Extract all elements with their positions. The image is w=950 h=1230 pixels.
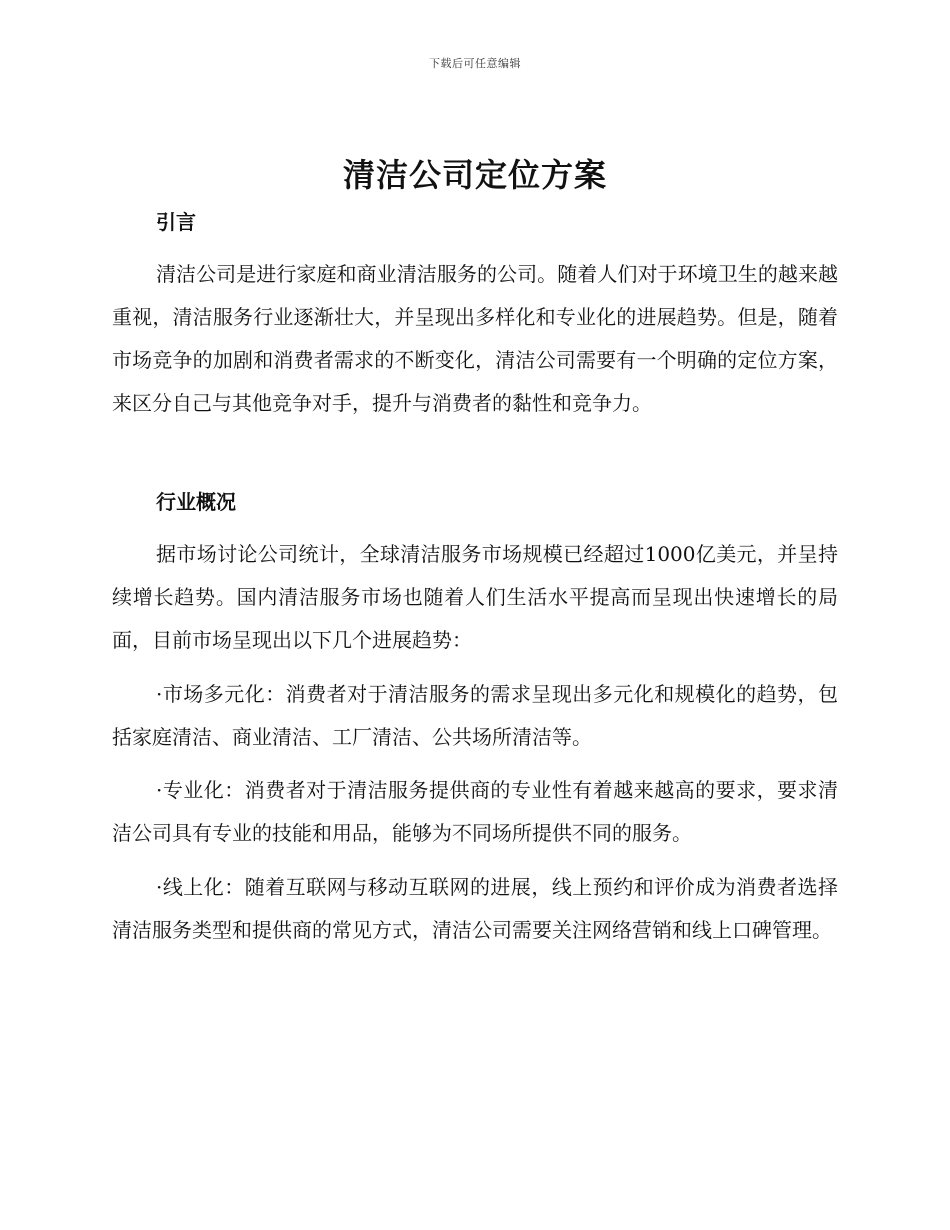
section-heading-intro: 引言 bbox=[156, 210, 196, 234]
bullet-paragraph-specialization: ·专业化：消费者对于清洁服务提供商的专业性有着越来越高的要求，要求清洁公司具有专业的技能和用品，能够为不同场所提供不同的服务。 bbox=[112, 778, 838, 845]
header-note: 下载后可任意编辑 bbox=[429, 57, 521, 70]
bullet-paragraph-diversification: ·市场多元化：消费者对于清洁服务的需求呈现出多元化和规模化的趋势，包括家庭清洁、商业清洁、工厂清洁、公共场所清洁等。 bbox=[112, 682, 838, 749]
intro-paragraph: 清洁公司是进行家庭和商业清洁服务的公司。随着人们对于环境卫生的越来越重视，清洁服务行业逐渐壮大，并呈现出多样化和专业化的进展趋势。但是，随着市场竞争的加剧和消费者需求的不断变化，清洁公司需要有一个明确的定位方案，来区分自己与其他竞争对手，提升与消费者的黏性和竞争力。 bbox=[112, 262, 838, 415]
industry-paragraph: 据市场讨论公司统计，全球清洁服务市场规模已经超过1000亿美元，并呈持续增长趋势。国内清洁服务市场也随着人们生活水平提高而呈现出快速增长的局面，目前市场呈现出以下几个进展趋势： bbox=[112, 542, 838, 652]
bullet-paragraph-online: ·线上化：随着互联网与移动互联网的进展，线上预约和评价成为消费者选择清洁服务类型和提供商的常见方式，清洁公司需要关注网络营销和线上口碑管理。 bbox=[112, 875, 838, 942]
document-title: 清洁公司定位方案 bbox=[342, 156, 607, 194]
section-heading-industry: 行业概况 bbox=[156, 490, 236, 514]
